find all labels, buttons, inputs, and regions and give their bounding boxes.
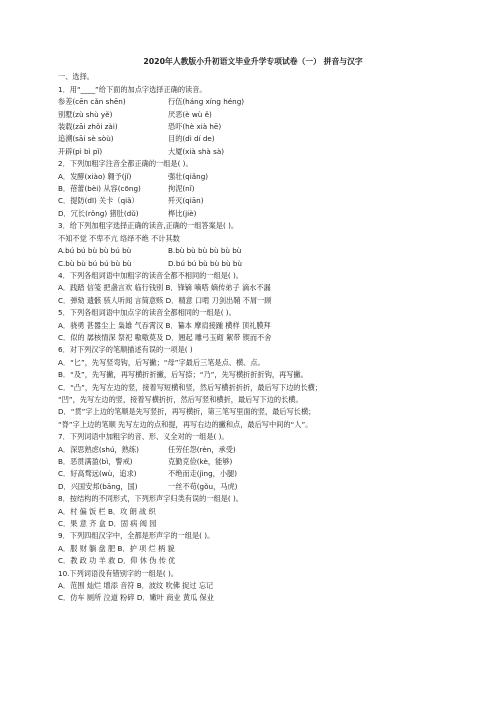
- text-line: 8．按结构的不同形式，下列形声字归类有误的一组是( )。: [58, 494, 243, 504]
- text-line: C．似的 孱核情深 祭祀 嗷嗷莫及 D．翘起 雕弓玉砌 絮带 锲而不舍: [58, 332, 272, 342]
- text-line: A．践踏 信笺 把盏言欢 临行钱别 B．锋镝 嘀嗒 嫡传弟子 滴水不漏: [58, 283, 271, 293]
- text-line: “凹”，先写左边的竖，接着写横折折，然后写竖和横折，最后写下边的长横。: [58, 394, 303, 404]
- option-pair: [58, 444, 448, 456]
- option-text: 克勤克俭(kè，能够): [168, 457, 233, 466]
- option-text: 装载(zāi zhǒi zài): [58, 122, 118, 132]
- text-line: 6．对下列汉字的笔顺描述有误的一项是( ): [58, 345, 193, 355]
- text-line: 2．下列加粗字注音全都正确的一组是( )。: [58, 159, 193, 169]
- option-text: 厌恶(è wù ě): [168, 109, 212, 119]
- option-text: B．恶贯满盈(bì，警戒): [58, 457, 133, 466]
- option-pair: [58, 195, 448, 207]
- text-line: 一、选择。: [58, 72, 94, 82]
- text-line: 1．用“____”给下面的加点字选择正确的读音。: [58, 84, 207, 94]
- option-pair: [58, 96, 448, 108]
- text-line: D．“贯”字上边的笔顺是先写竖折，再写横折，第三笔写里面的竖，最后写长横；: [58, 407, 316, 417]
- option-text: 强壮(qiǎng): [168, 171, 209, 181]
- option-text: D.bú bú bù bù bù bù: [168, 258, 242, 268]
- text-line: B．“及”，先写撇，再写横折折撇，后写捺；“乃”，先写横折折折钩，再写撇。: [58, 370, 308, 380]
- text-line: C．果 意 齐 盒 D．固 病 阀 园: [58, 519, 157, 529]
- option-pair: [58, 245, 448, 257]
- option-text: 追溯(sāi sè sòù): [58, 134, 114, 144]
- text-line: C．教 政 功 羊 救 D．仰 休 伪 传 优: [58, 556, 176, 566]
- option-pair: [58, 183, 448, 195]
- option-text: 桦比(jiè): [168, 208, 197, 218]
- text-line: 7．下列词语中加粗字的音、形、义全对的一组是( )。: [58, 432, 229, 442]
- exam-page: [58, 56, 448, 605]
- text-line: C．“凸”，先写左边的竖，接着写短横和竖，然后写横折折折，最后写下边的长横；: [58, 382, 323, 392]
- option-pair: [58, 146, 448, 158]
- text-line: 3．给下列加粗字选择正确的读音,正确的一组答案是( )。: [58, 221, 239, 231]
- text-line: A．服 财 躺 盘 肥 B．护 项 烂 柄 貌: [58, 543, 175, 553]
- option-text: 恐吓(hè xià hē): [168, 122, 222, 132]
- option-text: C.bù bù bú bú bù bù: [58, 258, 132, 268]
- text-line: 不知不觉 不卑不亢 络绎不绝 不计其数: [58, 233, 180, 243]
- option-pair: [58, 109, 448, 121]
- option-pair: [58, 208, 448, 220]
- option-text: 拘泥(nǐ): [168, 184, 195, 194]
- option-text: 目的(dì dí de): [168, 134, 215, 144]
- option-text: A.bú bú bù bù bú bù: [58, 246, 132, 256]
- option-text: C．好高骛远(wù，追求): [58, 469, 137, 479]
- question-body: [58, 71, 448, 604]
- option-pair: [58, 456, 448, 468]
- option-pair: [58, 468, 448, 480]
- option-text: 行伍(háng xíng héng): [168, 97, 245, 107]
- option-pair: [58, 133, 448, 145]
- option-text: 一丝不苟(gǒu，马虎): [168, 481, 238, 491]
- option-text: A．发酵(xiào) 翱予(jǐ): [58, 171, 132, 181]
- option-text: 开辟(pì bì pǐ): [58, 146, 103, 156]
- text-line: 9．下列四组汉字中，全都是形声字的一组是( )。: [58, 531, 215, 541]
- option-pair: [58, 481, 448, 493]
- text-line: C．弹劾 遗骸 骇人听闻 言简意赅 D．精意 口啃 刀剑出鞘 不屑一顾: [58, 295, 272, 305]
- text-line: “脊”字上边的笔顺 先写左边的点和提，再写右边的撇和点，最后写中间的“人”。: [58, 419, 313, 429]
- option-text: 不绝而走(jìng，小腿): [168, 469, 238, 479]
- page-title: 2020年人教版小升初语文毕业升学专项试卷（一） 拼音与汉字: [143, 57, 363, 66]
- option-text: 任劳任怨(rèn，承受): [168, 444, 236, 454]
- option-text: 大厦(xià shà sà): [168, 146, 225, 156]
- text-line: 5．下列各组词语中加点字的读音全都相同的一组是( )。: [58, 308, 236, 318]
- option-text: B．蓓蕾(bèi) 从容(cōng): [58, 184, 141, 194]
- text-line: A．村 偏 饭 栏 B．攻 朗 战 织: [58, 506, 156, 516]
- text-line: A．骁勇 甚嚣尘上 枭雄 气吞霄汉 B．纂本 摩肩接踵 横样 顶礼膜拜: [58, 320, 271, 330]
- option-pair: [58, 258, 448, 270]
- text-line: 10.下列词语没有错别字的一组是( )。: [58, 568, 178, 578]
- text-line: C．仿车 厕所 泣道 粉碎 D．嫩叶 商业 黄瓜 保业: [58, 593, 214, 603]
- option-text: D．冗长(rǒng) 猪肚(dǔ): [58, 208, 139, 218]
- option-pair: [58, 121, 448, 133]
- option-text: 参差(cēn cǎn shēn): [58, 97, 126, 107]
- option-text: C．提防(dī) 关卡（qiǎ）: [58, 196, 139, 206]
- option-pair: [58, 171, 448, 183]
- option-text: A．深思熟虑(shú，熟练): [58, 444, 139, 454]
- option-text: D．兴国安邦(bāng，国): [58, 481, 138, 491]
- text-line: A．范围 灿烂 增添 音符 B．波纹 吹佛 捉过 忘记: [58, 581, 214, 591]
- text-line: 4．下列各组词语中加粗字的读音全都不相同的一组是( )。: [58, 270, 243, 280]
- text-line: A．“匕”，先写竖弯钩，后写撇；“母”字最后三笔是点、横、点。: [58, 357, 265, 367]
- option-text: 歼灭(qiān): [168, 196, 204, 206]
- option-text: B.bù bù bù bù bù bù: [168, 246, 242, 256]
- option-text: 别墅(zù shù yě): [58, 109, 113, 119]
